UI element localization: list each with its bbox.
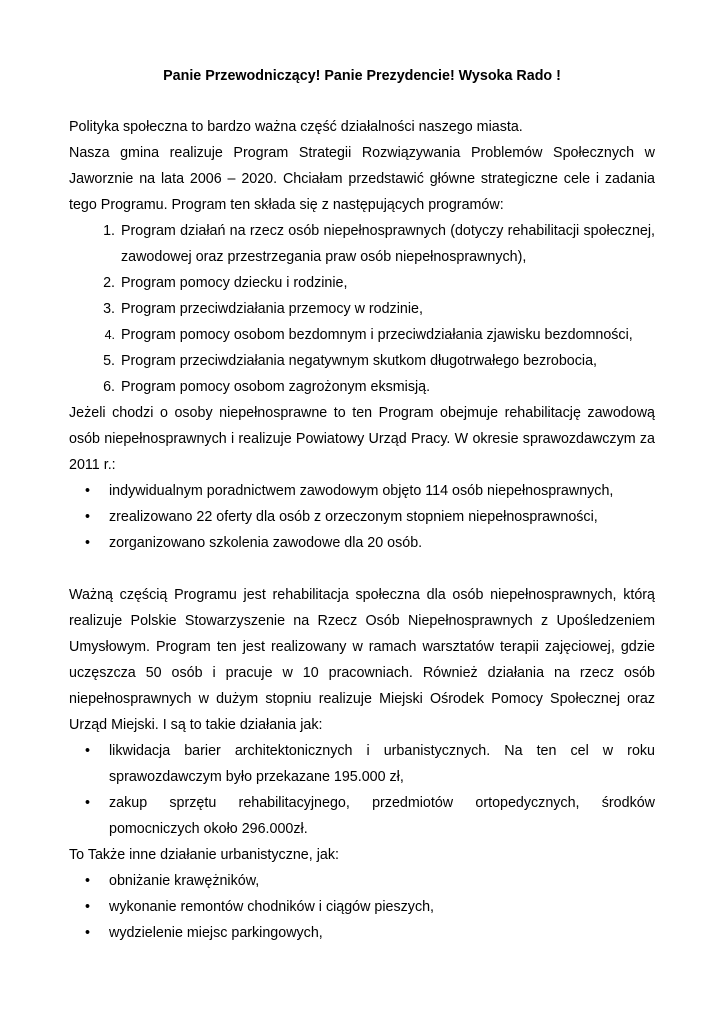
list-number: 2. [103, 275, 115, 291]
intro-paragraph: Nasza gmina realizuje Program Strategii Rozwiązywania Problemów Społecznych w Jaworznie na lata 2006 – 2020. Chciałam przedstawić główne strategiczne cele i zadania tego Programu. Program ten składa się z następujących programów: [69, 145, 655, 213]
list-item [69, 738, 655, 790]
list-item-text: Program przeciwdziałania negatywnym skutkom długotrwałego bezrobocia, [121, 353, 597, 369]
bullet-icon: • [85, 873, 91, 889]
list-item-text: likwidacja barier architektonicznych i urbanistycznych. Na ten cel w roku sprawozdawczym było przekazane 195.000 zł, [109, 743, 655, 785]
list-item-text: zorganizowano szkolenia zawodowe dla 20 osób. [109, 535, 423, 551]
list-item [69, 348, 655, 374]
vocational-results-list [69, 478, 655, 556]
list-number: 4. [104, 328, 115, 342]
bullet-icon: • [85, 743, 91, 759]
bullet-icon: • [85, 899, 91, 915]
list-item [69, 218, 655, 270]
list-item-text: Program pomocy dziecku i rodzinie, [121, 275, 348, 291]
list-item [69, 504, 655, 530]
list-item [69, 296, 655, 322]
bullet-icon: • [85, 509, 91, 525]
list-item-text: Program działań na rzecz osób niepełnosprawnych (dotyczy rehabilitacji społecznej, zawodowej oraz przestrzegania praw osób niepełnosprawnych), [121, 223, 655, 265]
urban-actions-intro: To Także inne działanie urbanistyczne, jak: [69, 847, 339, 863]
list-item [69, 790, 655, 842]
list-item-text: indywidualnym poradnictwem zawodowym objęto 114 osób niepełnosprawnych, [109, 483, 614, 499]
list-item-text: Program przeciwdziałania przemocy w rodzinie, [121, 301, 423, 317]
list-item [69, 374, 655, 400]
list-item-text: Program pomocy osobom zagrożonym eksmisją. [121, 379, 431, 395]
programs-list [69, 218, 655, 400]
list-number: 5. [103, 353, 115, 369]
list-item [69, 868, 655, 894]
social-rehabilitation-paragraph: Ważną częścią Programu jest rehabilitacja społeczna dla osób niepełnosprawnych, którą realizuje Polskie Stowarzyszenie na Rzecz Osób Niepełnosprawnych z Upośledzeniem Umysłowym. Program ten jest realizowany w ramach warsztatów terapii zajęciowej, gdzie uczęszcza 50 osób i pracuje w 10 pracowniach. Również działania na rzecz osób niepełnosprawnych w dużym stopniu realizuje Miejski Ośrodek Pomocy Społecznej oraz Urząd Miejski. I są to takie działania jak: [69, 587, 655, 733]
intro-sentence: Polityka społeczna to bardzo ważna część działalności naszego miasta. [69, 119, 523, 135]
list-item-text: Program pomocy osobom bezdomnym i przeciwdziałania zjawisku bezdomności, [121, 327, 633, 343]
list-item-text: wydzielenie miejsc parkingowych, [109, 925, 323, 941]
bullet-icon: • [85, 795, 91, 811]
list-number: 1. [103, 223, 115, 239]
list-item-text: wykonanie remontów chodników i ciągów pieszych, [109, 899, 435, 915]
page-title: Panie Przewodniczący! Panie Prezydencie! Wysoka Rado ! [163, 68, 561, 84]
bullet-icon: • [85, 535, 91, 551]
bullet-icon: • [85, 483, 91, 499]
urban-actions-list [69, 868, 655, 946]
list-item [69, 920, 655, 946]
list-item-text: zakup sprzętu rehabilitacyjnego, przedmiotów ortopedycznych, środków pomocniczych około 296.000zł. [109, 795, 655, 837]
bullet-icon: • [85, 925, 91, 941]
list-item-text: zrealizowano 22 oferty dla osób z orzeczonym stopniem niepełnosprawności, [109, 509, 598, 525]
list-number: 3. [103, 301, 115, 317]
list-item [69, 894, 655, 920]
list-item [69, 478, 655, 504]
list-item-text: obniżanie krawężników, [109, 873, 260, 889]
list-item [69, 270, 655, 296]
list-number: 6. [103, 379, 115, 395]
list-item [69, 322, 655, 348]
vocational-paragraph: Jeżeli chodzi o osoby niepełnosprawne to ten Program obejmuje rehabilitację zawodową osób niepełnosprawnych i realizuje Powiatowy Urząd Pracy. W okresie sprawozdawczym za 2011 r.: [69, 405, 655, 473]
paragraph-spacer [69, 556, 655, 582]
actions-list [69, 738, 655, 842]
list-item [69, 530, 655, 556]
